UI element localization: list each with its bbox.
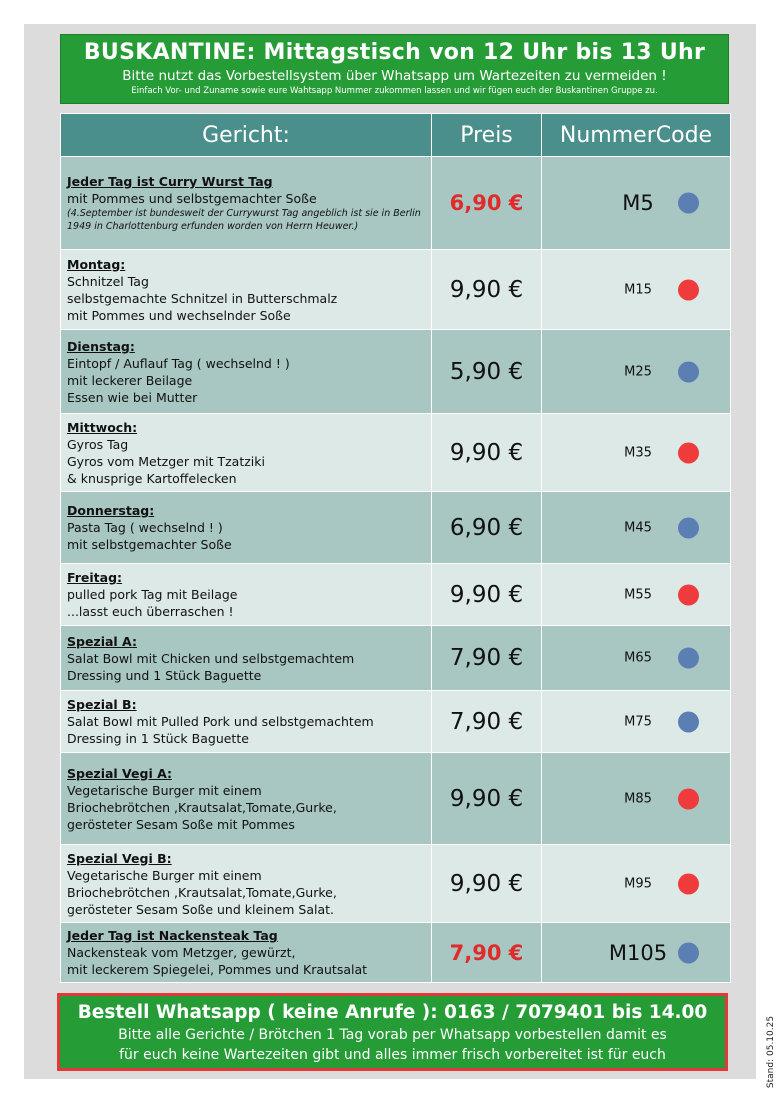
table-row xyxy=(61,753,731,845)
red-dot-icon xyxy=(678,584,699,605)
dish-cell xyxy=(61,753,432,845)
price-cell: 9,90 € xyxy=(432,845,542,923)
price-cell: 5,90 € xyxy=(432,330,542,414)
order-note-line-2: für euch keine Wartezeiten gibt und alles immer frisch vorbereitet ist für euch xyxy=(119,1047,666,1063)
dish-description: Vegetarische Burger mit einem xyxy=(67,867,262,883)
column-header-code: NummerCode xyxy=(542,114,731,157)
dish-description: gerösteter Sesam Soße und kleinem Salat. xyxy=(67,901,335,917)
dish-description: gerösteter Sesam Soße mit Pommes xyxy=(67,816,295,832)
dish-description: mit leckerem Spiegelei, Pommes und Krautsalat xyxy=(67,962,368,977)
dish-cell xyxy=(61,250,432,330)
order-phone-line: Bestell Whatsapp ( keine Anrufe ): 0163 / 7079401 bis 14.00 xyxy=(77,1002,708,1023)
stand-date-text: Stand: 05.10.25 xyxy=(766,1015,776,1088)
dish-cell xyxy=(61,564,432,626)
dish-description: Gyros Tag xyxy=(67,436,129,452)
dish-description: Salat Bowl mit Pulled Pork und selbstgemachtem xyxy=(67,714,374,729)
blue-dot-icon xyxy=(678,517,699,538)
dish-description: Vegetarische Burger mit einem xyxy=(67,782,262,798)
dish-description: Salat Bowl mit Chicken und selbstgemachtem xyxy=(67,650,355,666)
table-row xyxy=(61,250,731,330)
table-row xyxy=(61,492,731,564)
dish-description: Briochebrötchen ,Krautsalat,Tomate,Gurke, xyxy=(67,884,337,900)
dish-cell xyxy=(61,845,432,923)
number-code: M45 xyxy=(624,520,652,535)
code-cell xyxy=(542,691,731,753)
number-code: M25 xyxy=(624,364,652,379)
dish-description: mit leckerer Beilage xyxy=(67,372,193,388)
dish-description: Nackensteak vom Metzger, gewürzt, xyxy=(67,945,296,960)
table-row xyxy=(61,691,731,753)
dish-description: selbstgemachte Schnitzel in Butterschmalz xyxy=(67,290,338,306)
dish-name: Dienstag: xyxy=(67,338,135,354)
table-header-row xyxy=(61,114,731,157)
red-dot-icon xyxy=(678,442,699,463)
order-note-line-1: Bitte alle Gerichte / Brötchen 1 Tag vorab per Whatsapp vorbestellen damit es xyxy=(118,1027,667,1043)
dish-description: Dressing und 1 Stück Baguette xyxy=(67,667,262,683)
dish-description: mit Pommes und wechselnder Soße xyxy=(67,307,291,323)
menu-page xyxy=(24,24,776,1088)
dish-description: & knusprige Kartoffelecken xyxy=(67,470,237,486)
dish-description: mit selbstgemachter Soße xyxy=(67,537,232,552)
stand-date xyxy=(764,1014,778,1089)
number-code: M75 xyxy=(624,714,652,729)
code-cell xyxy=(542,492,731,564)
dish-description: Essen wie bei Mutter xyxy=(67,389,198,405)
menu-table xyxy=(60,113,731,983)
number-code: M105 xyxy=(608,940,668,965)
blue-dot-icon xyxy=(678,942,699,963)
code-cell xyxy=(542,845,731,923)
table-row xyxy=(61,845,731,923)
price-cell: 9,90 € xyxy=(432,250,542,330)
dish-name: Mittwoch: xyxy=(67,419,138,435)
dish-description: Eintopf / Auflauf Tag ( wechselnd ! ) xyxy=(67,355,290,371)
code-cell xyxy=(542,330,731,414)
code-cell xyxy=(542,923,731,983)
red-dot-icon xyxy=(678,873,699,894)
dish-description: Gyros vom Metzger mit Tzatziki xyxy=(67,453,265,469)
dish-description: ...lasst euch überraschen ! xyxy=(67,604,234,619)
dish-cell xyxy=(61,626,432,691)
number-code: M15 xyxy=(624,282,652,297)
table-row xyxy=(61,923,731,983)
dish-name: Freitag: xyxy=(67,570,123,585)
dish-cell xyxy=(61,923,432,983)
dish-name: Donnerstag: xyxy=(67,503,155,518)
column-header-dish: Gericht: xyxy=(61,114,432,157)
price-cell: 9,90 € xyxy=(432,753,542,845)
dish-cell xyxy=(61,157,432,250)
dish-description: mit Pommes und selbstgemachter Soße xyxy=(67,191,317,206)
code-cell xyxy=(542,753,731,845)
code-cell xyxy=(542,157,731,250)
table-row xyxy=(61,564,731,626)
code-cell xyxy=(542,250,731,330)
dish-description: Briochebrötchen ,Krautsalat,Tomate,Gurke, xyxy=(67,799,337,815)
price-cell: 7,90 € xyxy=(432,626,542,691)
dish-description: Dressing in 1 Stück Baguette xyxy=(67,731,249,746)
price-cell: 6,90 € xyxy=(432,492,542,564)
dish-name: Jeder Tag ist Nackensteak Tag xyxy=(67,928,278,943)
order-footer xyxy=(57,993,728,1071)
number-code: M55 xyxy=(624,587,652,602)
price-cell: 9,90 € xyxy=(432,564,542,626)
header-banner xyxy=(60,34,729,104)
table-row xyxy=(61,626,731,691)
price-cell: 7,90 € xyxy=(432,691,542,753)
code-cell xyxy=(542,626,731,691)
red-dot-icon xyxy=(678,279,699,300)
dish-name: Montag: xyxy=(67,256,126,272)
dish-cell xyxy=(61,691,432,753)
number-code: M65 xyxy=(624,650,652,666)
code-cell xyxy=(542,414,731,492)
blue-dot-icon xyxy=(678,711,699,732)
blue-dot-icon xyxy=(678,648,699,669)
header-instruction: Einfach Vor- und Zuname sowie eure Wahtsapp Nummer zukommen lassen und wir fügen euch der Buskantinen Gruppe zu. xyxy=(131,86,658,96)
column-header-price: Preis xyxy=(432,114,542,157)
dish-note: (4.September ist bundesweit der Currywurst Tag angeblich ist sie in Berlin 1949 in Charlottenburg erfunden worden von Herrn Heuwer.) xyxy=(67,208,421,232)
dish-description: pulled pork Tag mit Beilage xyxy=(67,587,238,602)
blue-dot-icon xyxy=(678,361,699,382)
number-code: M35 xyxy=(624,445,652,460)
number-code: M85 xyxy=(624,791,652,806)
price-cell: 6,90 € xyxy=(432,157,542,250)
dish-name: Spezial B: xyxy=(67,697,137,712)
price-cell: 9,90 € xyxy=(432,414,542,492)
page-title: BUSKANTINE: Mittagstisch von 12 Uhr bis 13 Uhr xyxy=(83,40,706,65)
dish-description: Pasta Tag ( wechselnd ! ) xyxy=(67,520,223,535)
dish-name: Spezial Vegi B: xyxy=(67,850,172,866)
dish-name: Spezial Vegi A: xyxy=(67,765,173,781)
red-dot-icon xyxy=(678,788,699,809)
price-cell: 7,90 € xyxy=(432,923,542,983)
blue-dot-icon xyxy=(678,193,699,214)
dish-name: Spezial A: xyxy=(67,633,137,649)
code-cell xyxy=(542,564,731,626)
table-row xyxy=(61,414,731,492)
dish-description: Schnitzel Tag xyxy=(67,273,149,289)
table-row xyxy=(61,157,731,250)
table-row xyxy=(61,330,731,414)
dish-cell xyxy=(61,330,432,414)
number-code: M5 xyxy=(622,191,654,215)
dish-cell xyxy=(61,414,432,492)
dish-name: Jeder Tag ist Curry Wurst Tag xyxy=(67,174,273,189)
header-subtitle: Bitte nutzt das Vorbestellsystem über Whatsapp um Wartezeiten zu vermeiden ! xyxy=(122,68,667,84)
dish-cell xyxy=(61,492,432,564)
number-code: M95 xyxy=(624,876,652,891)
